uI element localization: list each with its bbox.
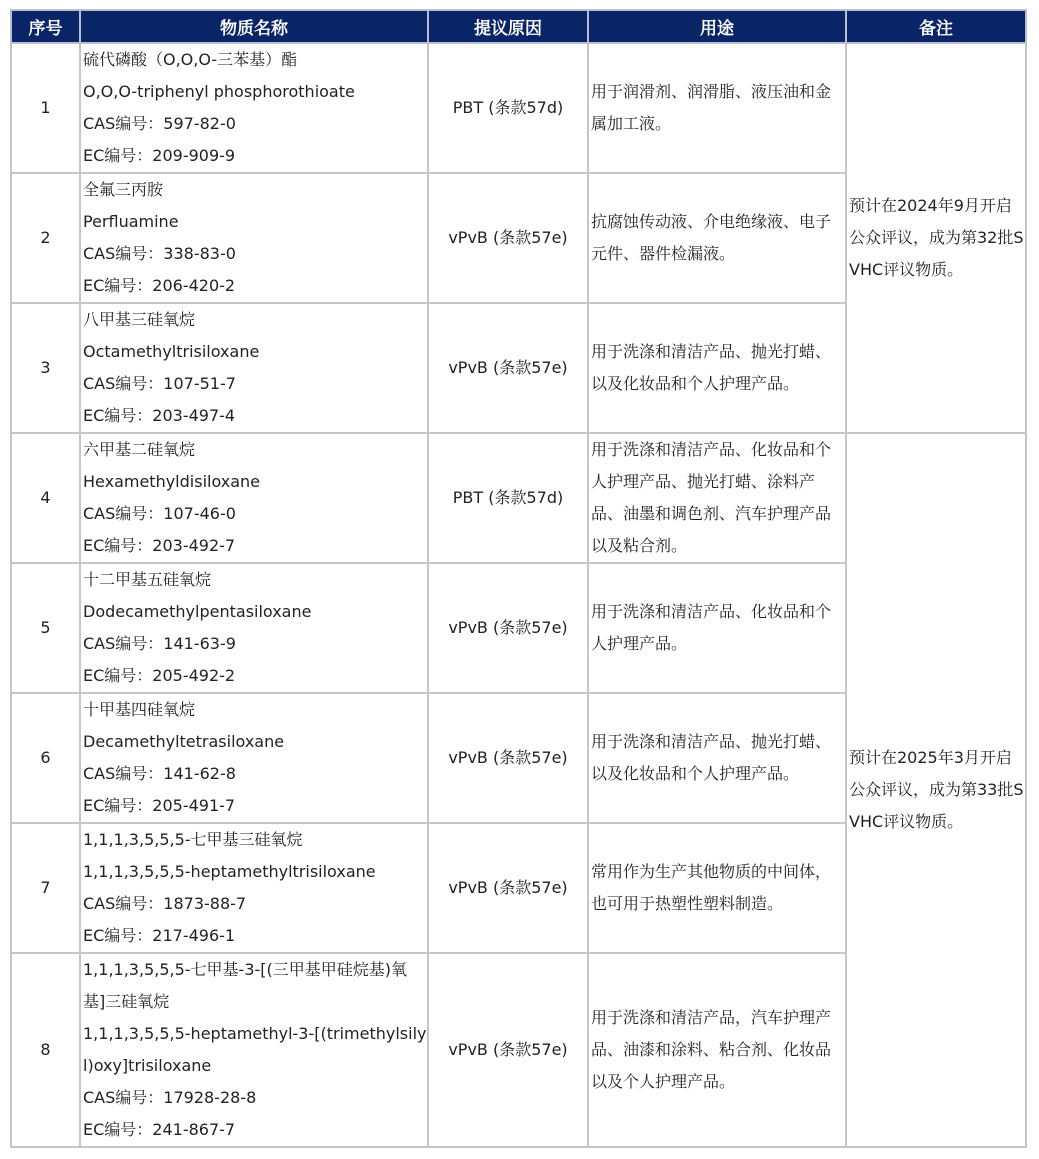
cell-use: 用于洗涤和清洁产品，汽车护理产品、油漆和涂料、粘合剂、化妆品以及个人护理产品。 <box>588 953 846 1147</box>
name-en: 1,1,1,3,5,5,5-heptamethyltrisiloxane <box>83 862 376 881</box>
name-en: 1,1,1,3,5,5,5-heptamethyl-3-[(trimethylsilyl)oxy]trisiloxane <box>83 1024 427 1075</box>
ec-number: EC编号：205-491-7 <box>83 796 236 815</box>
header-note: 备注 <box>846 10 1026 43</box>
cell-name <box>80 563 428 693</box>
cell-no: 5 <box>11 563 80 693</box>
header-row <box>11 10 1026 43</box>
cell-reason: vPvB (条款57e) <box>428 823 588 953</box>
cell-name <box>80 173 428 303</box>
name-cn: 六甲基二硅氧烷 <box>83 440 196 459</box>
cas-number: CAS编号：17928-28-8 <box>83 1088 257 1107</box>
ec-number: EC编号：205-492-2 <box>83 666 236 685</box>
cell-use: 常用作为生产其他物质的中间体，也可用于热塑性塑料制造。 <box>588 823 846 953</box>
cell-no: 3 <box>11 303 80 433</box>
cell-no: 8 <box>11 953 80 1147</box>
name-cn: 全氟三丙胺 <box>83 180 164 199</box>
cell-use: 用于润滑剂、润滑脂、液压油和金属加工液。 <box>588 43 846 173</box>
name-en: Hexamethyldisiloxane <box>83 472 261 491</box>
ec-number: EC编号：206-420-2 <box>83 276 236 295</box>
name-cn: 1,1,1,3,5,5,5-七甲基三硅氧烷 <box>83 830 303 849</box>
cas-number: CAS编号：597-82-0 <box>83 114 236 133</box>
ec-number: EC编号：203-492-7 <box>83 536 236 555</box>
table-row <box>11 43 1026 173</box>
cell-use: 用于洗涤和清洁产品、抛光打蜡、以及化妆品和个人护理产品。 <box>588 303 846 433</box>
cell-name <box>80 823 428 953</box>
cell-use: 用于洗涤和清洁产品、化妆品和个人护理产品。 <box>588 563 846 693</box>
ec-number: EC编号：241-867-7 <box>83 1120 236 1139</box>
cell-use: 抗腐蚀传动液、介电绝缘液、电子元件、器件检漏液。 <box>588 173 846 303</box>
cell-name <box>80 953 428 1147</box>
header-reason: 提议原因 <box>428 10 588 43</box>
cell-reason: vPvB (条款57e) <box>428 173 588 303</box>
cas-number: CAS编号：141-62-8 <box>83 764 236 783</box>
cell-name <box>80 433 428 563</box>
cell-no: 1 <box>11 43 80 173</box>
cell-use: 用于洗涤和清洁产品、抛光打蜡、以及化妆品和个人护理产品。 <box>588 693 846 823</box>
cell-reason: PBT (条款57d) <box>428 433 588 563</box>
name-en: O,O,O-triphenyl phosphorothioate <box>83 82 355 101</box>
name-cn: 十二甲基五硅氧烷 <box>83 570 212 589</box>
svhc-table <box>10 9 1027 1148</box>
cell-reason: vPvB (条款57e) <box>428 303 588 433</box>
cell-no: 2 <box>11 173 80 303</box>
ec-number: EC编号：217-496-1 <box>83 926 236 945</box>
cell-no: 7 <box>11 823 80 953</box>
name-cn: 八甲基三硅氧烷 <box>83 310 196 329</box>
name-en: Octamethyltrisiloxane <box>83 342 260 361</box>
header-use: 用途 <box>588 10 846 43</box>
cas-number: CAS编号：107-51-7 <box>83 374 236 393</box>
cell-name <box>80 43 428 173</box>
cas-number: CAS编号：141-63-9 <box>83 634 236 653</box>
cas-number: CAS编号：338-83-0 <box>83 244 236 263</box>
cas-number: CAS编号：107-46-0 <box>83 504 236 523</box>
table-row <box>11 433 1026 563</box>
name-en: Decamethyltetrasiloxane <box>83 732 285 751</box>
cell-note-2: 预计在2025年3月开启公众评议，成为第33批SVHC评议物质。 <box>846 433 1026 1147</box>
cell-use: 用于洗涤和清洁产品、化妆品和个人护理产品、抛光打蜡、涂料产品、油墨和调色剂、汽车护理产品以及粘合剂。 <box>588 433 846 563</box>
cell-no: 6 <box>11 693 80 823</box>
ec-number: EC编号：203-497-4 <box>83 406 236 425</box>
cell-name <box>80 693 428 823</box>
cell-reason: PBT (条款57d) <box>428 43 588 173</box>
cell-reason: vPvB (条款57e) <box>428 953 588 1147</box>
header-no: 序号 <box>11 10 80 43</box>
name-en: Perfluamine <box>83 212 179 231</box>
cas-number: CAS编号：1873-88-7 <box>83 894 247 913</box>
name-cn: 1,1,1,3,5,5,5-七甲基-3-[(三甲基甲硅烷基)氧基]三硅氧烷 <box>83 960 408 1011</box>
cell-reason: vPvB (条款57e) <box>428 693 588 823</box>
header-name: 物质名称 <box>80 10 428 43</box>
cell-reason: vPvB (条款57e) <box>428 563 588 693</box>
name-cn: 硫代磷酸（O,O,O-三苯基）酯 <box>83 50 298 69</box>
ec-number: EC编号：209-909-9 <box>83 146 236 165</box>
cell-note-1: 预计在2024年9月开启公众评议，成为第32批SVHC评议物质。 <box>846 43 1026 433</box>
name-en: Dodecamethylpentasiloxane <box>83 602 312 621</box>
name-cn: 十甲基四硅氧烷 <box>83 700 196 719</box>
cell-name <box>80 303 428 433</box>
cell-no: 4 <box>11 433 80 563</box>
